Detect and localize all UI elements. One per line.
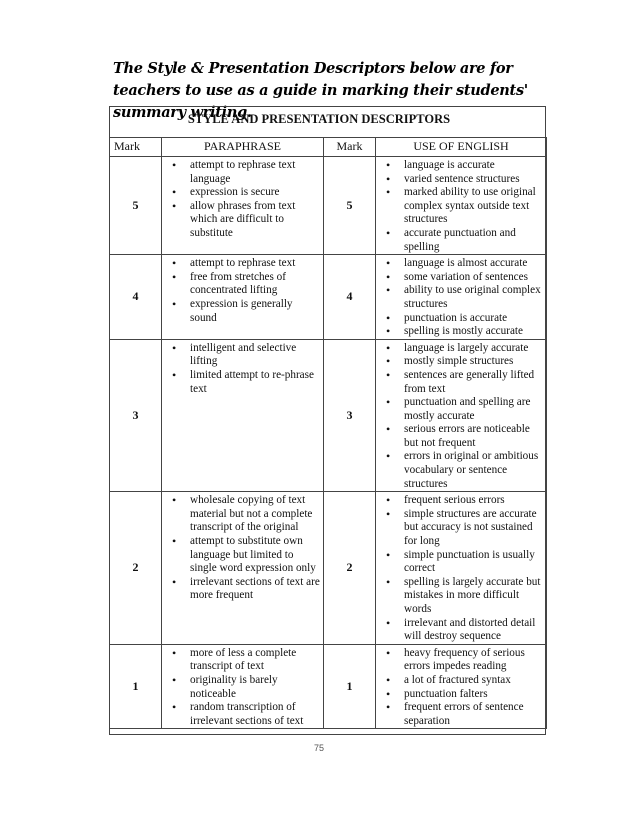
list-item: • varied sentence structures [378, 173, 544, 187]
list-item: • mostly simple structures [378, 355, 544, 369]
list-item: • language is almost accurate [378, 257, 544, 271]
list-item: • frequent errors of sentence separation [378, 701, 544, 728]
table-header-row [110, 138, 547, 157]
list-item: • free from stretches of concentrated lifting [164, 271, 321, 298]
list-item: • marked ability to use original complex syntax outside text structures [378, 186, 544, 227]
descriptor-table [109, 137, 547, 729]
english-list [378, 494, 544, 644]
page-number: 75 [313, 743, 324, 753]
mark-cell: 4 [110, 255, 162, 340]
paraphrase-list [164, 647, 321, 729]
paraphrase-list [164, 159, 321, 241]
list-item: • random transcription of irrelevant sections of text [164, 701, 321, 728]
list-item: • heavy frequency of serious errors impedes reading [378, 647, 544, 674]
list-item: • frequent serious errors [378, 494, 544, 508]
list-item: • simple structures are accurate but accuracy is not sustained for long [378, 508, 544, 549]
mark-cell-2: 5 [324, 157, 376, 255]
table-title: STYLE AND PRESENTATION DESCRIPTORS [187, 112, 451, 126]
list-item: • more of less a complete transcript of text [164, 647, 321, 674]
mark-cell: 2 [110, 492, 162, 645]
paraphrase-cell [162, 492, 324, 645]
paraphrase-list [164, 342, 321, 396]
mark-cell: 5 [110, 157, 162, 255]
english-list [378, 159, 544, 254]
list-item: • punctuation is accurate [378, 312, 544, 326]
list-item: • attempt to substitute own language but limited to single word expression only [164, 535, 321, 576]
table-row [110, 644, 547, 729]
paraphrase-cell [162, 255, 324, 340]
list-item: • spelling is largely accurate but mistakes in more difficult words [378, 576, 544, 617]
list-item: • errors in original or ambitious vocabulary or sentence structures [378, 450, 544, 491]
list-item: • spelling is mostly accurate [378, 325, 544, 339]
mark-cell-2: 1 [324, 644, 376, 729]
list-item: • simple punctuation is usually correct [378, 549, 544, 576]
english-list [378, 257, 544, 339]
list-item: • allow phrases from text which are difficult to substitute [164, 200, 321, 241]
list-item: • language is largely accurate [378, 342, 544, 356]
list-item: • irrelevant and distorted detail will destroy sequence [378, 617, 544, 644]
list-item: • irrelevant sections of text are more frequent [164, 576, 321, 603]
list-item: • attempt to rephrase text language [164, 159, 321, 186]
list-item: • expression is secure [164, 186, 321, 200]
list-item: • expression is generally sound [164, 298, 321, 325]
table-row [110, 255, 547, 340]
table-row [110, 339, 547, 492]
table-row [110, 492, 547, 645]
english-list [378, 647, 544, 729]
mark-cell-2: 4 [324, 255, 376, 340]
list-item: • some variation of sentences [378, 271, 544, 285]
paraphrase-cell [162, 644, 324, 729]
table-row [110, 157, 547, 255]
header-mark: Mark [110, 138, 162, 157]
english-cell [376, 339, 547, 492]
list-item: • originality is barely noticeable [164, 674, 321, 701]
list-item: • attempt to rephrase text [164, 257, 321, 271]
english-cell [376, 157, 547, 255]
list-item: • ability to use original complex structures [378, 284, 544, 311]
paraphrase-cell [162, 339, 324, 492]
list-item: • accurate punctuation and spelling [378, 227, 544, 254]
english-cell [376, 644, 547, 729]
intro-text: The Style & Presentation Descriptors below are for teachers to use as a guide in marking their students' summary writing. [113, 60, 528, 121]
english-list [378, 342, 544, 492]
list-item: • punctuation falters [378, 688, 544, 702]
mark-cell: 1 [110, 644, 162, 729]
list-item: • punctuation and spelling are mostly accurate [378, 396, 544, 423]
paraphrase-list [164, 257, 321, 325]
list-item: • a lot of fractured syntax [378, 674, 544, 688]
list-item: • wholesale copying of text material but not a complete transcript of the original [164, 494, 321, 535]
list-item: • serious errors are noticeable but not frequent [378, 423, 544, 450]
paraphrase-cell [162, 157, 324, 255]
english-cell [376, 255, 547, 340]
list-item: • sentences are generally lifted from text [378, 369, 544, 396]
list-item: • limited attempt to re-phrase text [164, 369, 321, 396]
list-item: • language is accurate [378, 159, 544, 173]
mark-cell: 3 [110, 339, 162, 492]
english-cell [376, 492, 547, 645]
paraphrase-list [164, 494, 321, 603]
header-paraphrase: PARAPHRASE [162, 138, 324, 157]
mark-cell-2: 2 [324, 492, 376, 645]
list-item: • intelligent and selective lifting [164, 342, 321, 369]
mark-cell-2: 3 [324, 339, 376, 492]
header-use-of-english: USE OF ENGLISH [376, 138, 547, 157]
header-mark-2: Mark [324, 138, 376, 157]
